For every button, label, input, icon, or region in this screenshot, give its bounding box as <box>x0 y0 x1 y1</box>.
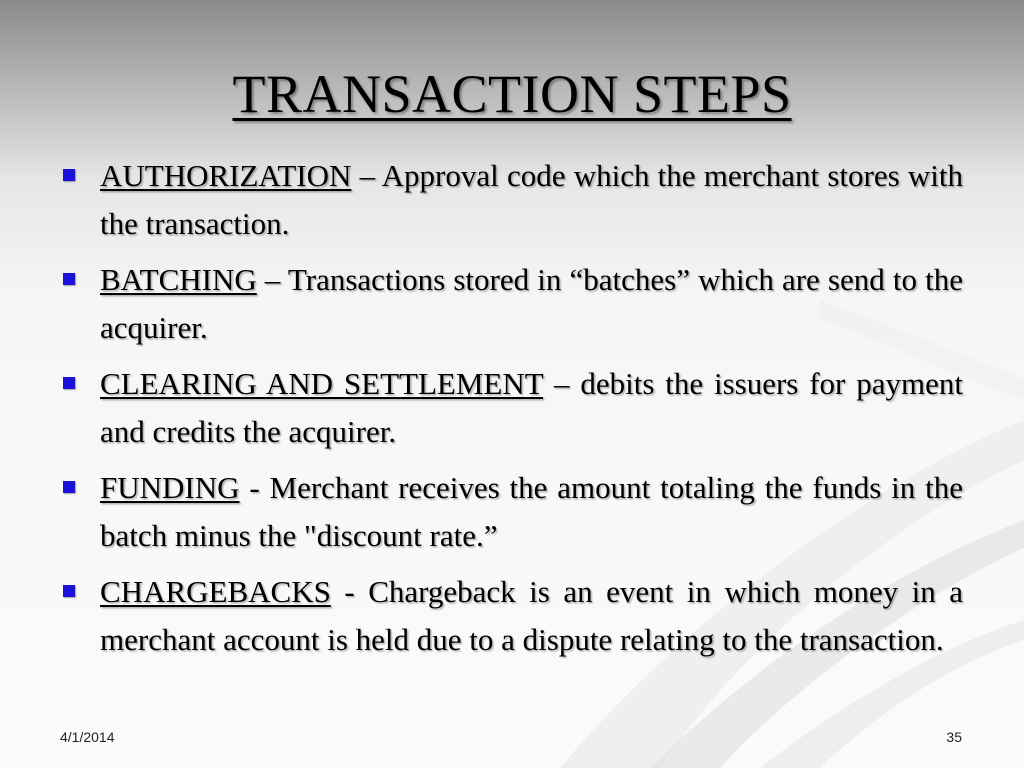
slide-number: 35 <box>946 729 962 745</box>
bullet-item-funding <box>60 464 963 560</box>
square-bullet-icon <box>63 169 75 181</box>
bullet-term: AUTHORIZATION <box>100 158 352 193</box>
bullet-text: – debits the issuers for payment and credits the acquirer. <box>100 366 963 449</box>
square-bullet-icon <box>63 585 75 597</box>
square-bullet-icon <box>63 377 75 389</box>
bullet-text: - Chargeback is an event in which money in a merchant account is held due to a dispute relating to the transaction. <box>100 574 963 657</box>
square-bullet-icon <box>63 481 75 493</box>
bullet-list <box>60 152 963 672</box>
bullet-item-batching <box>60 256 963 352</box>
slide-title: TRANSACTION STEPS <box>232 64 792 124</box>
bullet-term: FUNDING <box>100 470 240 505</box>
footer-date: 4/1/2014 <box>60 729 115 745</box>
bullet-item-authorization <box>60 152 963 248</box>
bullet-term: CHARGEBACKS <box>100 574 331 609</box>
bullet-term: BATCHING <box>100 262 257 297</box>
bullet-text: – Approval code which the merchant stores with the transaction. <box>100 158 963 241</box>
bullet-item-chargebacks <box>60 568 963 664</box>
bullet-item-clearing-and-settlement <box>60 360 963 456</box>
bullet-term: CLEARING AND SETTLEMENT <box>100 366 544 401</box>
bullet-text: – Transactions stored in “batches” which are send to the acquirer. <box>100 262 963 345</box>
square-bullet-icon <box>63 273 75 285</box>
bullet-text: - Merchant receives the amount totaling the funds in the batch minus the "discount rate.” <box>100 470 963 553</box>
